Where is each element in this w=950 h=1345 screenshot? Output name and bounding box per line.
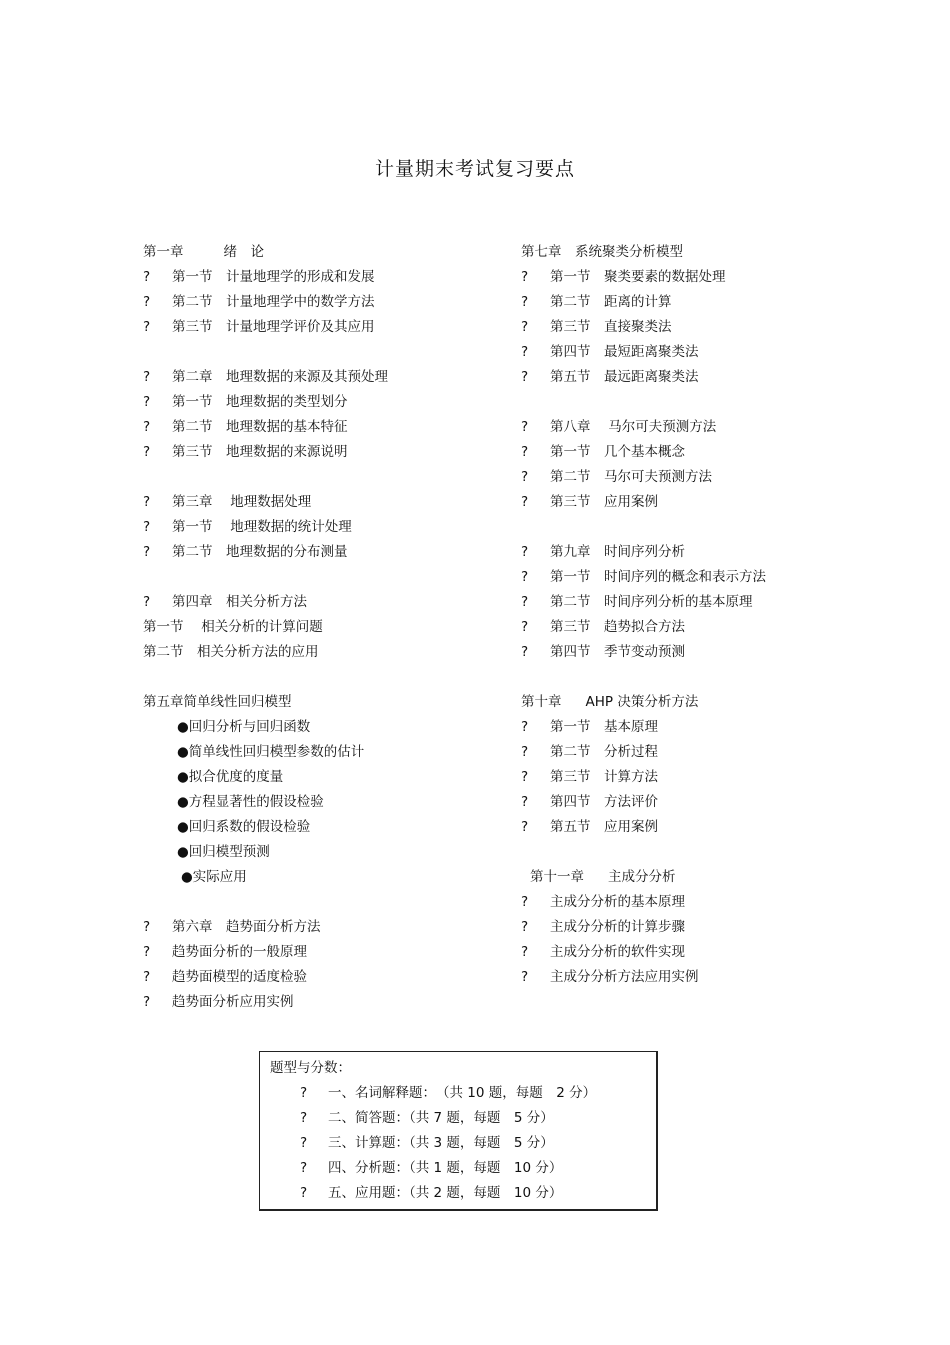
score-item — [270, 1156, 656, 1181]
item-text: 第二节 地理数据的基本特征 — [172, 419, 348, 435]
list-item — [521, 490, 851, 515]
list-item — [143, 990, 503, 1015]
bullet-mark: ? — [143, 269, 151, 285]
bullet-mark: ? — [521, 769, 529, 785]
chapter-name: 绪 论 — [223, 244, 264, 260]
list-item — [521, 590, 851, 615]
item-text: 四、分析题：（共 1 题，每题 10 分） — [328, 1160, 563, 1176]
bullet-mark: ? — [300, 1160, 308, 1176]
item-text: 第一节 时间序列的概念和表示方法 — [550, 569, 766, 585]
bullet-mark: ? — [143, 444, 151, 460]
bullet-mark: ? — [521, 744, 529, 760]
bullet-mark: ? — [521, 294, 529, 310]
item-text: 第五节 最远距离聚类法 — [550, 369, 699, 385]
bullet-mark: ? — [521, 569, 529, 585]
bullet-mark: ? — [521, 444, 529, 460]
item-text: 第一节 几个基本概念 — [550, 444, 685, 460]
chapter-4-heading — [143, 590, 503, 615]
item-text: 主成分分析的计算步骤 — [550, 919, 685, 935]
chapter-11-heading — [521, 865, 851, 890]
list-item — [521, 315, 851, 340]
item-text: 第三节 应用案例 — [550, 494, 658, 510]
bullet-mark: ? — [300, 1110, 308, 1126]
bullet-mark: ? — [143, 319, 151, 335]
list-item: 第二节 相关分析方法的应用 — [143, 644, 319, 660]
chapter-1-heading — [143, 240, 503, 265]
item-text: 第四节 最短距离聚类法 — [550, 344, 699, 360]
page-title: 计量期末考试复习要点 — [374, 158, 575, 180]
item-text: 第二节 分析过程 — [550, 744, 658, 760]
list-item: 第一节 相关分析的计算问题 — [143, 619, 323, 635]
bullet-mark: ? — [143, 544, 151, 560]
bullet-mark: ? — [521, 319, 529, 335]
bullet-mark: ? — [143, 519, 151, 535]
item-text: 第三节 趋势拟合方法 — [550, 619, 685, 635]
list-item — [521, 965, 851, 990]
item-text: 第三节 地理数据的来源说明 — [172, 444, 348, 460]
chapter-9-heading — [521, 540, 851, 565]
item-text: 五、应用题：（共 2 题，每题 10 分） — [328, 1185, 563, 1201]
chapter-3-heading — [143, 490, 503, 515]
list-item — [521, 290, 851, 315]
chapter-text: 第四章 相关分析方法 — [172, 594, 307, 610]
list-item — [521, 815, 851, 840]
chapter-text: 第六章 趋势面分析方法 — [172, 919, 321, 935]
bullet-mark: ? — [521, 419, 529, 435]
chapter-6-heading — [143, 915, 503, 940]
bullet-mark: ? — [300, 1135, 308, 1151]
bullet-mark: ? — [521, 369, 529, 385]
item-text: 趋势面模型的适度检验 — [172, 969, 307, 985]
list-item — [521, 565, 851, 590]
list-item — [143, 965, 503, 990]
bullet-mark: ? — [521, 544, 529, 560]
bullet-mark: ? — [521, 719, 529, 735]
list-item — [521, 740, 851, 765]
item-text: 第二节 地理数据的分布测量 — [172, 544, 348, 560]
list-item — [143, 265, 503, 290]
list-item — [143, 315, 503, 340]
chapter-text: 第八章 马尔可夫预测方法 — [550, 419, 717, 435]
score-item — [270, 1131, 656, 1156]
list-item — [521, 615, 851, 640]
bullet-mark: ? — [521, 944, 529, 960]
item-text: 第五节 应用案例 — [550, 819, 658, 835]
bullet-mark: ? — [521, 644, 529, 660]
item-text: 第三节 直接聚类法 — [550, 319, 672, 335]
left-column — [143, 240, 503, 1015]
bullet-mark: ? — [143, 369, 151, 385]
chapter-label: 第十章 — [521, 694, 562, 710]
item-text: 第一节 聚类要素的数据处理 — [550, 269, 726, 285]
score-item — [270, 1081, 656, 1106]
chapter-text: 第三章 地理数据处理 — [172, 494, 312, 510]
list-item: ●拟合优度的度量 — [177, 769, 284, 785]
item-text: 趋势面分析的一般原理 — [172, 944, 307, 960]
list-item — [521, 365, 851, 390]
chapter-8-heading — [521, 415, 851, 440]
list-item — [521, 765, 851, 790]
bullet-mark: ? — [143, 944, 151, 960]
list-item — [521, 915, 851, 940]
item-text: 主成分分析的软件实现 — [550, 944, 685, 960]
item-text: 第二节 时间序列分析的基本原理 — [550, 594, 753, 610]
list-item — [521, 440, 851, 465]
chapter-name: 主成分分析 — [608, 869, 676, 885]
list-item — [521, 790, 851, 815]
bullet-mark: ? — [521, 794, 529, 810]
list-item: ●实际应用 — [181, 869, 247, 885]
item-text: 三、计算题：（共 3 题，每题 5 分） — [328, 1135, 554, 1151]
score-item — [270, 1106, 656, 1131]
list-item — [143, 540, 503, 565]
chapter-2-heading — [143, 365, 503, 390]
item-text: 第二节 距离的计算 — [550, 294, 672, 310]
list-item — [521, 890, 851, 915]
list-item — [143, 440, 503, 465]
bullet-mark: ? — [521, 344, 529, 360]
item-text: 第三节 计算方法 — [550, 769, 658, 785]
item-text: 第一节 基本原理 — [550, 719, 658, 735]
chapter-label: 第十一章 — [530, 869, 584, 885]
list-item: ●简单线性回归模型参数的估计 — [177, 744, 365, 760]
item-text: 第三节 计量地理学评价及其应用 — [172, 319, 375, 335]
list-item: ●回归系数的假设检验 — [177, 819, 311, 835]
score-box-heading: 题型与分数： — [270, 1060, 351, 1076]
item-text: 第四节 方法评价 — [550, 794, 658, 810]
list-item: ●回归分析与回归函数 — [177, 719, 311, 735]
score-item — [270, 1181, 656, 1206]
bullet-mark: ? — [521, 269, 529, 285]
bullet-mark: ? — [143, 919, 151, 935]
chapter-text: 第九章 时间序列分析 — [550, 544, 685, 560]
item-text: 第二节 马尔可夫预测方法 — [550, 469, 712, 485]
item-text: 主成分分析方法应用实例 — [550, 969, 699, 985]
bullet-mark: ? — [521, 819, 529, 835]
item-text: 第四节 季节变动预测 — [550, 644, 685, 660]
bullet-mark: ? — [143, 594, 151, 610]
bullet-mark: ? — [521, 919, 529, 935]
bullet-mark: ? — [521, 894, 529, 910]
item-text: 一、名词解释题： （共 10 题，每题 2 分） — [328, 1085, 597, 1101]
bullet-mark: ? — [521, 619, 529, 635]
list-item — [521, 465, 851, 490]
item-text: 第一节 计量地理学的形成和发展 — [172, 269, 375, 285]
list-item — [521, 640, 851, 665]
bullet-mark: ? — [143, 969, 151, 985]
list-item — [521, 715, 851, 740]
list-item — [143, 515, 503, 540]
bullet-mark: ? — [521, 969, 529, 985]
chapter-10-heading — [521, 690, 851, 715]
list-item — [521, 340, 851, 365]
list-item — [521, 265, 851, 290]
bullet-mark: ? — [143, 994, 151, 1010]
chapter-name: AHP 决策分析方法 — [585, 694, 699, 710]
chapter-label: 第一章 — [143, 244, 184, 260]
list-item — [143, 290, 503, 315]
bullet-mark: ? — [143, 419, 151, 435]
bullet-mark: ? — [521, 594, 529, 610]
list-item — [143, 390, 503, 415]
list-item: ●方程显著性的假设检验 — [177, 794, 324, 810]
list-item — [143, 415, 503, 440]
item-text: 第二节 计量地理学中的数学方法 — [172, 294, 375, 310]
chapter-5-heading: 第五章简单线性回归模型 — [143, 694, 292, 710]
item-text: 主成分分析的基本原理 — [550, 894, 685, 910]
bullet-mark: ? — [143, 294, 151, 310]
item-text: 二、简答题：（共 7 题，每题 5 分） — [328, 1110, 554, 1126]
item-text: 第一节 地理数据的类型划分 — [172, 394, 348, 410]
bullet-mark: ? — [521, 494, 529, 510]
item-text: 趋势面分析应用实例 — [172, 994, 294, 1010]
bullet-mark: ? — [300, 1085, 308, 1101]
list-item — [521, 940, 851, 965]
score-box — [259, 1051, 658, 1211]
chapter-text: 第二章 地理数据的来源及其预处理 — [172, 369, 388, 385]
right-column — [521, 240, 851, 990]
bullet-mark: ? — [143, 494, 151, 510]
chapter-7-heading: 第七章 系统聚类分析模型 — [521, 244, 683, 260]
bullet-mark: ? — [300, 1185, 308, 1201]
list-item: ●回归模型预测 — [177, 844, 270, 860]
bullet-mark: ? — [143, 394, 151, 410]
bullet-mark: ? — [521, 469, 529, 485]
item-text: 第一节 地理数据的统计处理 — [172, 519, 352, 535]
list-item — [143, 940, 503, 965]
